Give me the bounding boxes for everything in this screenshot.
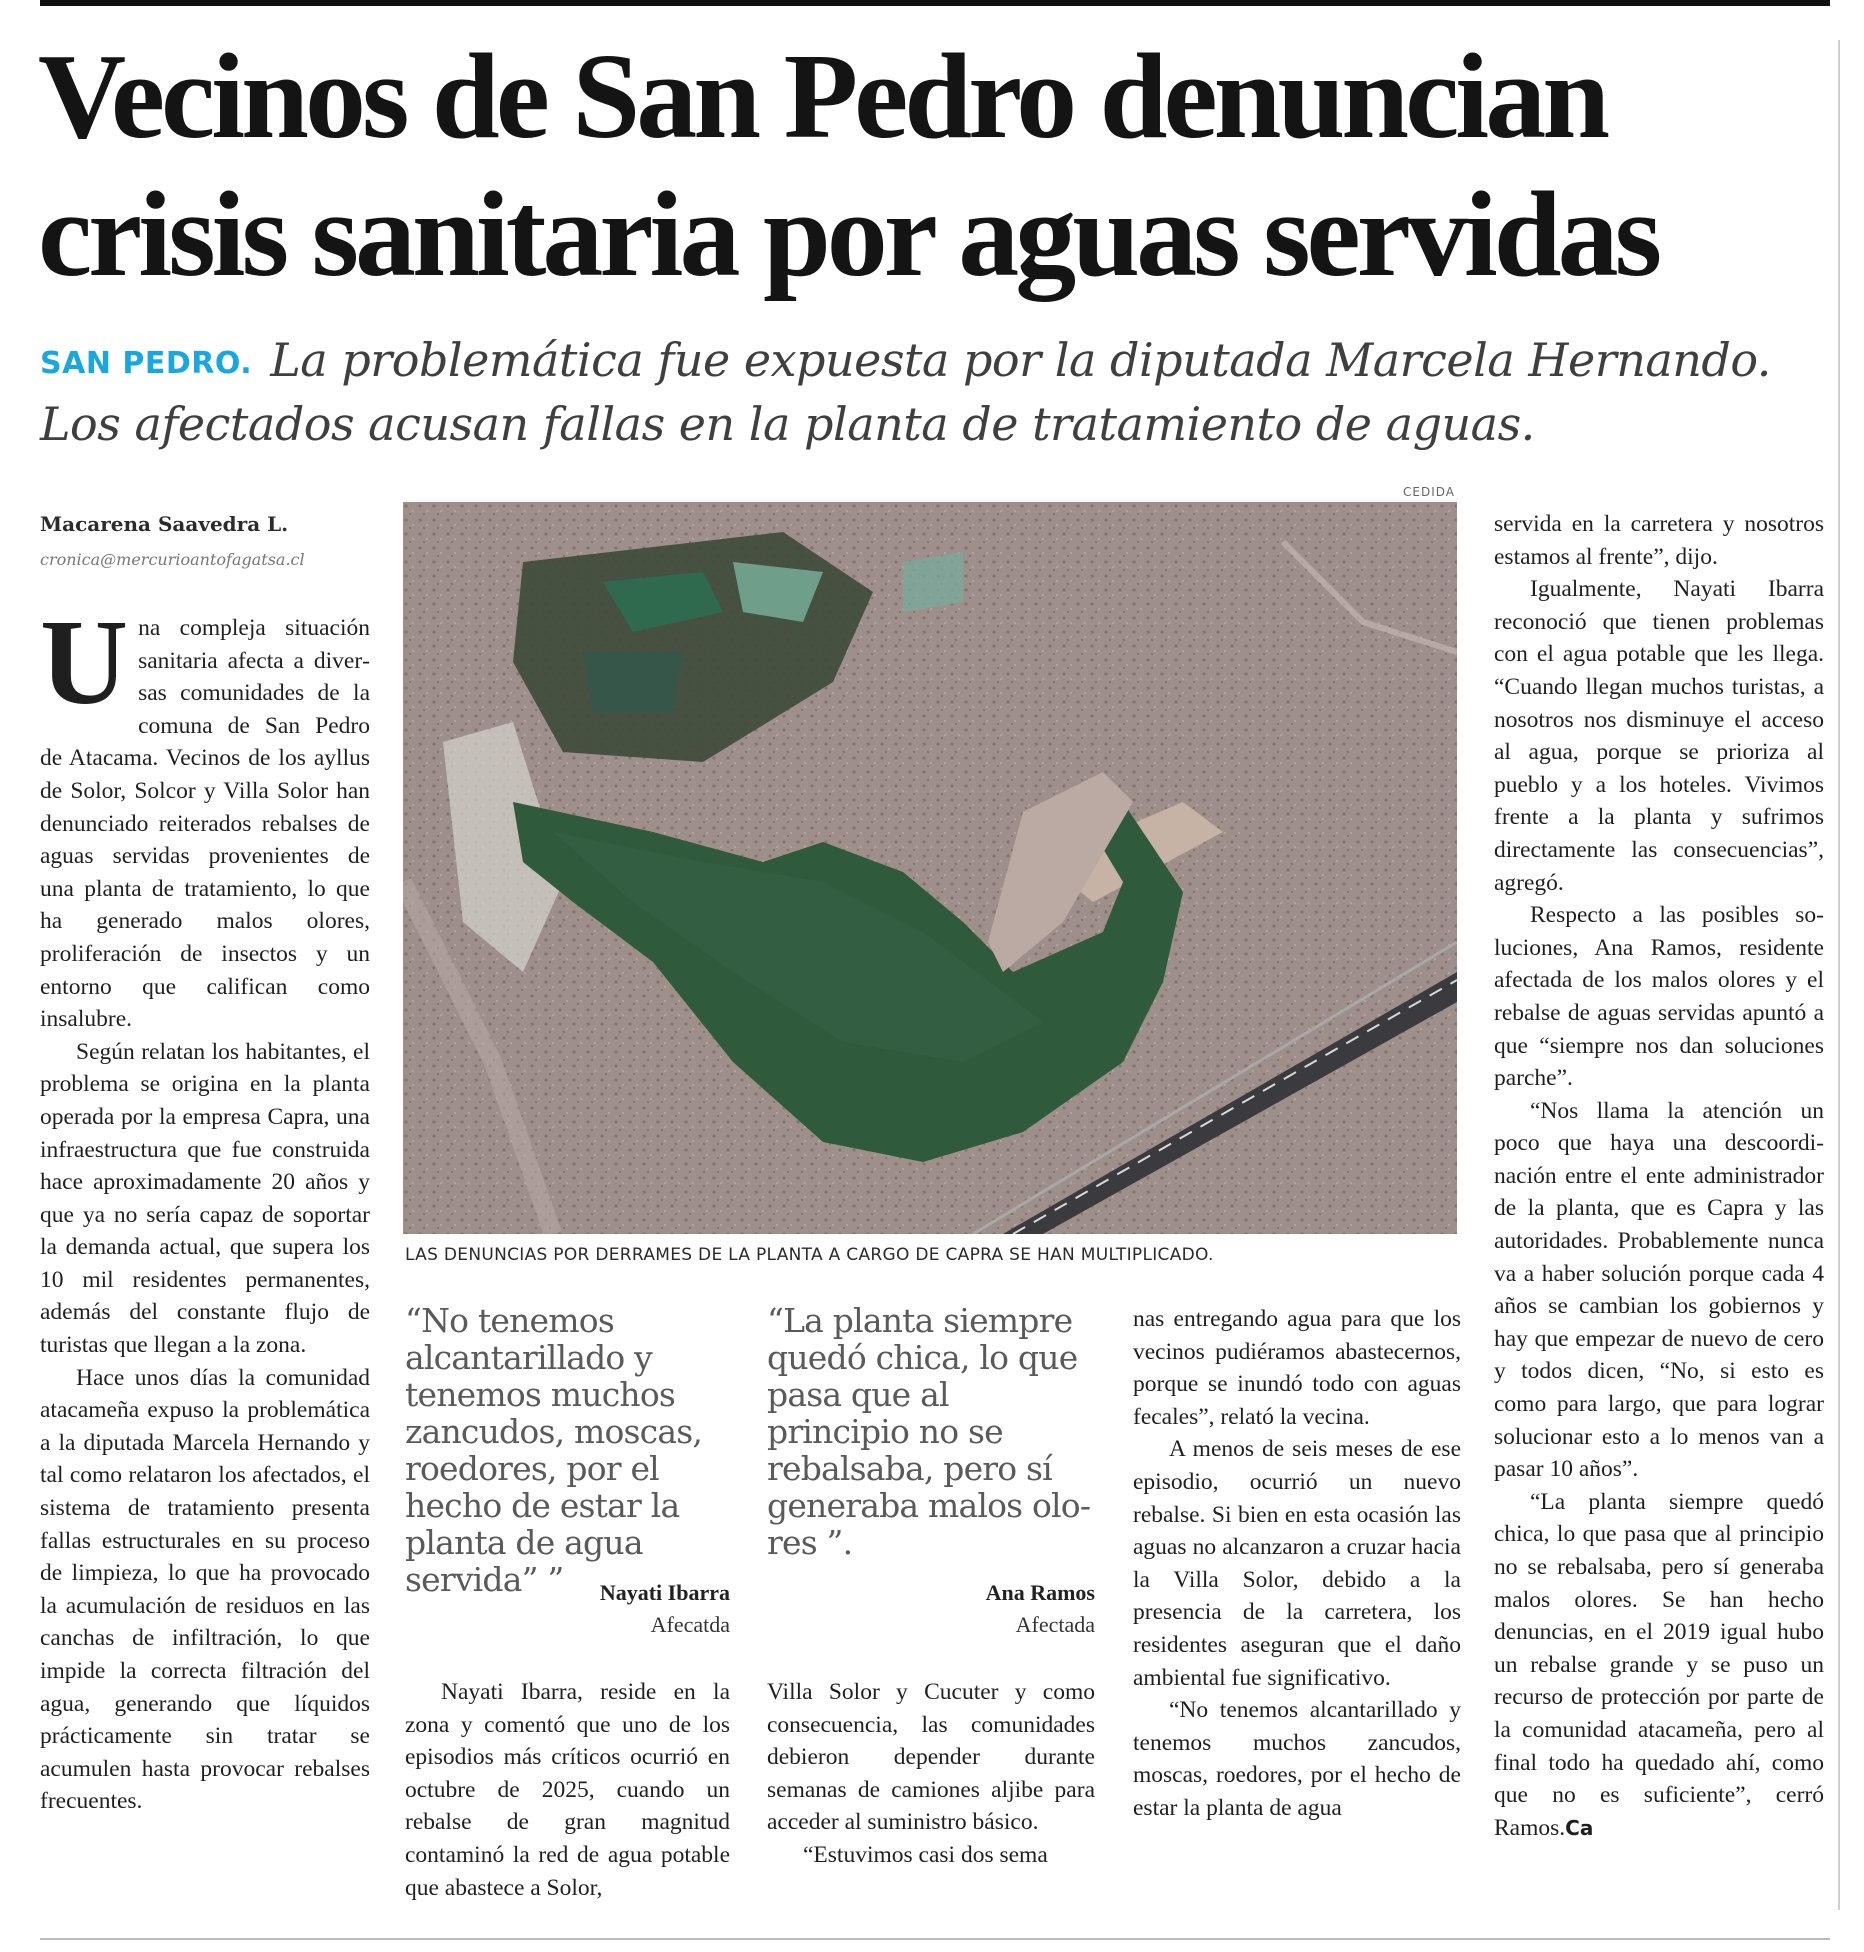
paragraph	[40, 595, 370, 1036]
quote-attribution	[765, 1577, 1095, 1641]
quote-attribution	[400, 1577, 730, 1641]
body-column-5	[1494, 508, 1824, 1844]
aerial-photo	[403, 502, 1457, 1234]
end-mark-icon: Ca	[1565, 1815, 1594, 1840]
quote-source-role: Afectada	[1015, 1612, 1095, 1637]
column-rule	[1838, 40, 1840, 1910]
paragraph: Igualmente, Nayati Ibarra reconoció que tienen problemas con el agua potable que les llega. “Cuando llegan muchos turistas, a nosotros nos disminuye el acceso al agua, porque se prioriza al pueblo y a los hoteles. Vivimos frente a la planta y sufrimos directamente las consecuencias”, agregó.	[1494, 576, 1824, 896]
pull-quote: “La planta siempre quedó chica, lo que pasa que al principio no se rebalsaba, pero sí generaba malos olores ”.	[767, 1301, 1092, 1562]
paragraph: Villa Solor y Cucuter y como consecuencia, las comunidades debieron depender durante semanas de camiones aljibe para acceder al suministro básico.	[767, 1679, 1095, 1836]
paragraph: servida en la carretera y nosotros estamos al frente”, dijo.	[1494, 511, 1824, 570]
headline-line-1: Vecinos de San Pedro denuncian	[38, 29, 1607, 164]
paragraph: Hace unos días la comunidad atacameña expuso la problemática a la diputada Marcela Hernando y tal como relataron los afectados, el sistema de tratamiento presenta fallas estructurales en su proceso de limpieza, lo que ha provocado la acumulación de residuos en las canchas de infiltración, lo que impide la correcta filtración del agua, generando que líquidos prácticamente sin tratar se acumulen hasta provocar rebalses frecuentes.	[40, 1364, 370, 1815]
paragraph: nas entregando agua para que los vecinos pudiéramos abastecernos, porque se inundó todo con aguas fecales”, relató la vecina.	[1133, 1306, 1461, 1430]
quote-source-name: Nayati Ibarra	[599, 1580, 730, 1605]
body-column-4	[1133, 1303, 1461, 1825]
kicker: SAN PEDRO.	[40, 346, 253, 381]
pull-quote: “No tenemos alcantarillado y tenemos muchos zancudos, moscas, roedores, por el hecho de estar la planta de agua servida” ”	[405, 1301, 703, 1599]
paragraph-text: na compleja situación sanitaria afecta a diversas comunidades de la comuna de San Pedro de Atacama. Vecinos de los ayllus de Solor, Solcor y Villa Solor han denunciado reiterados rebalses de aguas servidas provenientes de una planta de tratamiento, lo que ha generado malos olores, proliferación de insectos y un entorno que califican como insalubre.	[40, 615, 370, 1033]
paragraph: “Nos llama la atención un poco que haya una descoordinación entre el ente administrador de la planta, que es Capra y las autoridades. Probablemente nunca va a haber solución porque cada 4 años se cambian los gobiernos y hay que empezar de nuevo de cero y todos dicen, “No, si esto es como para largo, que para lograr solucionar esto a lo menos van a pasar 10 años”.	[1494, 1097, 1824, 1483]
photo-credit: CEDIDA	[1403, 485, 1455, 499]
body-column-2	[405, 1676, 730, 1904]
author-email: cronica@mercurioantofagatsa.cl	[40, 550, 305, 569]
paragraph	[1494, 1486, 1824, 1845]
headline-line-2: crisis sanitaria por aguas servidas	[38, 167, 1659, 302]
paragraph-text: “La planta siempre quedó chica, lo que pasa que al principio no se rebalsaba, pero sí generaba malos olores. Se han hecho denuncias, en el 2019 igual hubo un rebalse grande y se puso un recurso de protección por parte de la comunidad atacameña, pero al final todo ha quedado ahí, como que no es suficiente”, cerró Ramos.	[1494, 1488, 1824, 1841]
paragraph: A menos de seis meses de ese episodio, ocurrió un nuevo rebalse. Si bien en esta ocasión las aguas no alcanzaron a cruzar hacia la Villa Solor, debido a la presencia de la carretera, los residentes aseguran que el daño ambiental fue significativo.	[1133, 1436, 1461, 1691]
paragraph: “No tenemos alcantarillado y tenemos muchos zancudos, moscas, roedores, por el hecho de estar la planta de agua	[1133, 1697, 1461, 1821]
body-column-3	[767, 1676, 1095, 1872]
author-name: Macarena Saavedra L.	[40, 512, 289, 536]
photo-caption: LAS DENUNCIAS POR DERRAMES DE LA PLANTA A CARGO DE CAPRA SE HAN MULTIPLICADO.	[405, 1245, 1214, 1265]
paragraph: Según relatan los habitantes, el problema se origina en la planta operada por la empresa Capra, una infraestructura que fue construida hace aproximadamente 20 años y que ya no sería capaz de soportar la demanda actual, que supera los 10 mil residentes permanentes, además del constante flujo de turistas que llegan a la zona.	[40, 1038, 370, 1359]
bottom-rule	[40, 1938, 1830, 1940]
paragraph: Respecto a las posibles soluciones, Ana Ramos, residente afectada de los malos olores y el rebalse de aguas servidas apuntó a que “siempre nos dan soluciones parche”.	[1494, 902, 1824, 1092]
body-column-1	[40, 595, 370, 1818]
headline	[38, 28, 1838, 304]
deck-text: La problemática fue expuesta por la diputada Marcela Hernando. Los afectados acusan fallas en la planta de tratamiento de aguas.	[40, 333, 1771, 451]
deck	[40, 330, 1830, 454]
paragraph: Nayati Ibarra, reside en la zona y comentó que uno de los episodios más críticos ocurrió en octubre de 2025, cuando un rebalse de gran magnitud contaminó la red de agua potable que abastece a Solor,	[405, 1679, 730, 1901]
drop-cap: U	[40, 595, 129, 730]
quote-source-role: Afecatda	[650, 1612, 730, 1637]
byline	[40, 512, 370, 569]
top-rule	[40, 0, 1830, 6]
quote-source-name: Ana Ramos	[985, 1580, 1095, 1605]
paragraph: “Estuvimos casi dos sema	[803, 1841, 1048, 1868]
